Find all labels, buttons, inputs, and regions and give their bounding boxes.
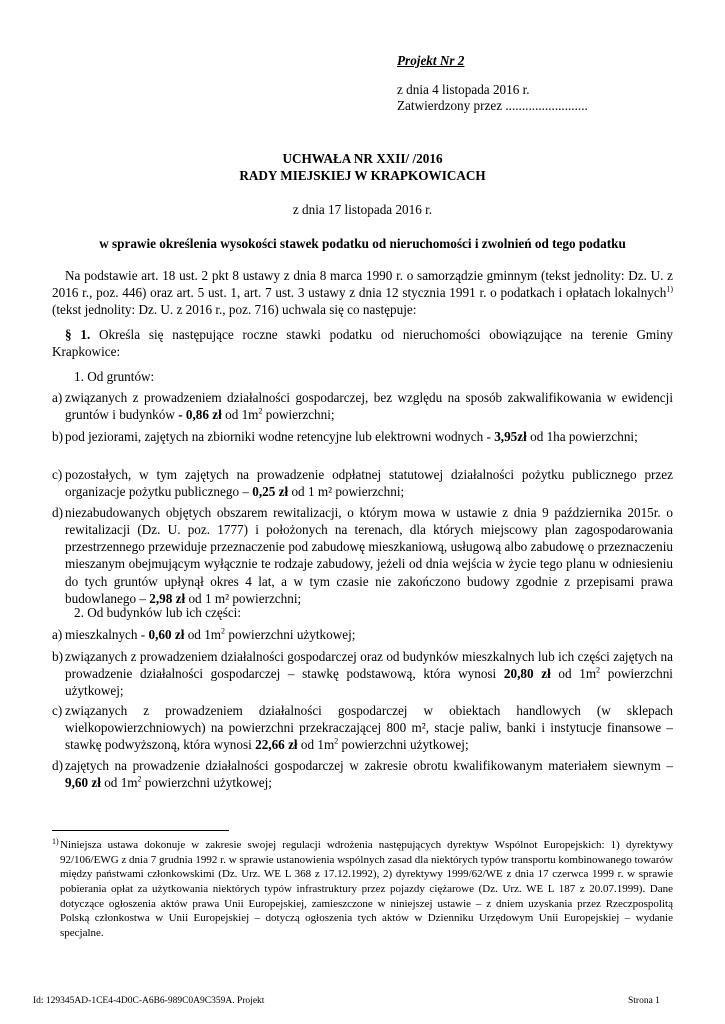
document-id: Id: 129345AD-1CE4-4D0C-A6B6-989C0A9C359A. Projekt [33, 996, 265, 1006]
resolution-subject: w sprawie określenia wysokości stawek podatku od nieruchomości i zwolnień od tego podatku [99, 236, 626, 251]
resolution-number: UCHWAŁA NR XXII/ /2016 [282, 151, 443, 166]
header-approved: Zatwierdzony przez ......................... [397, 98, 588, 113]
grunty-heading: 1. Od gruntów: [74, 369, 155, 384]
budynki-item-d: d) zajętych na prowadzenie działalności gospodarczej w zakresie obrotu kwalifikowanym materiałem siewnym – 9,60 zł od $1m^2$ powierzchni użytkowej; [52, 758, 673, 791]
footnote-ref: 1) [666, 284, 673, 294]
footnote: 1) Niniejsza ustawa dokonuje w zakresie swojej regulacji wdrożenia następujących dyrektyw Wspólnot Europejskich: 1) dyrektywy 92/106/EWG z dnia 7 grudnia 1992 r. w sprawie ustanowienia wspólnych zasad dla niektórych typów transportu kombinowanego towarów między państwami członkowskimi (Dz. Urz. WE L 368 z 17.12.1992), 2) dyrektywy 1999/62/WE z dnia 17 czerwca 1999 r. w sprawie pobierania opłat za użytkowania niektórych typów infrastruktury przez pojazdy ciężarowe (Dz. Urz. WE L 187 z 20.07.1999). Dane dotyczące ogłoszenia aktów prawa Unii Europejskiej, zamieszczone w niniejszej ustawie – z dniem uzyskania przez Rzeczpospolitą Polską członkostwa w Unii Europejskiej – dotyczą ogłoszenia tych aktów w Dzienniku Urzędowym Unii Europejskiej – wydanie specjalne. [52, 837, 673, 939]
grunty-item-a: a) związanych z prowadzeniem działalności gospodarczej, bez względu na sposób zakwalifikowania w ewidencji gruntów i budynków - 0,86 zł od $1m^2$ powierzchni; [52, 390, 673, 423]
budynki-item-b: b) związanych z prowadzeniem działalności gospodarczej oraz od budynków mieszkalnych lub ich części zajętych na prowadzenie działalności gospodarczej – stawkę podstawową, która wynosi 20,80 zł od $1m^2$ powierzchni użytkowej; [52, 649, 673, 699]
resolution-date: z dnia 17 listopada 2016 r. [292, 202, 433, 217]
project-number [397, 52, 464, 69]
section-1: § 1. Określa się następujące roczne stawki podatku od nieruchomości obowiązujące na terenie Gminy Krapkowice: [52, 327, 674, 360]
footnote-text: Niniejsza ustawa dokonuje w zakresie swojej regulacji wdrożenia następujących dyrektyw Wspólnot Europejskich: 1) dyrektywy 92/106/EWG z dnia 7 grudnia 1992 r. w sprawie ustanowienia wspólnych zasad dla niektórych typów transportu kombinowanego towarów między państwami członkowskimi (Dz. Urz. WE L 368 z 17.12.1992), 2) dyrektywy 1999/62/WE z dnia 17 czerwca 1999 r. w sprawie pobierania opłat za użytkowania niektórych typów infrastruktury przez pojazdy ciężarowe (Dz. Urz. WE L 187 z 20.07.1999). Dane dotyczące ogłoszenia aktów prawa Unii Europejskiej, zamieszczone w niniejszej ustawie – z dniem uzyskania przez Rzeczpospolitą Polską członkostwa w Unii Europejskiej – dotyczą ogłoszenia tych aktów w Dzienniku Urzędowym Unii Europejskiej – wydanie specjalne. [60, 839, 673, 939]
budynki-item-a: a) mieszkalnych - 0,60 zł od $1m^2$ powierzchni użytkowej; [52, 626, 356, 642]
grunty-item-c: c) pozostałych, w tym zajętych na prowadzenie odpłatnej statutowej działalności pożytku publicznego przez organizacje pożytku publicznego – 0,25 zł od 1 m² powierzchni; [52, 467, 673, 500]
budynki-item-c: c) związanych z prowadzeniem działalności gospodarczej w obiektach handlowych (w sklepach wielkopowierzchniowych) na powierzchni przekraczającej 800 m², stacje paliw, banki i instytucje finansowe – stawkę podwyższoną, która wynosi 22,66 zł od $1m^2$ powierzchni użytkowej; [52, 703, 673, 753]
project-label: Projekt Nr 2 [397, 53, 465, 68]
council-name: RADY MIEJSKIEJ W KRAPKOWICACH [239, 168, 486, 183]
header-date: z dnia 4 listopada 2016 r. [397, 82, 530, 97]
intro-paragraph: Na podstawie art. 18 ust. 2 pkt 8 ustawy z dnia 8 marca 1990 r. o samorządzie gminnym (tekst jednolity: Dz. U. z 2016 r., poz. 446) oraz art. 5 ust. 1, art. 7 ust. 3 ustawy z dnia 12 stycznia 1991 r. o podatkach i opłatach lokalnych$^{1)}$ (tekst jednolity: Dz. U. z 2016 r., poz. 716) uchwala się co następuje: [52, 268, 673, 318]
section-mark: § 1. [65, 327, 91, 342]
grunty-item-b: b) pod jeziorami, zajętych na zbiorniki wodne retencyjne lub elektrowni wodnych - 3,95zł od 1ha powierzchni; [52, 429, 638, 444]
page-number: Strona 1 [628, 996, 660, 1006]
footnote-separator [52, 830, 229, 831]
budynki-heading: 2. Od budynków lub ich części: [74, 605, 242, 620]
grunty-item-d: d) niezabudowanych objętych obszarem rewitalizacji, o którym mowa w ustawie z dnia 9 października 2015r. o rewitalizacji (Dz. U. poz. 1777) i położonych na terenach, dla których miejscowy plan zagospodarowania przestrzennego przewiduje przeznaczenie pod zabudowę mieszkaniową, usługową albo zabudowę o przeznaczeniu mieszanym obejmującym wyłącznie te rodzaje zabudowy, jeżeli od dnia wejścia w życie tego planu w odniesieniu do tych gruntów upłynął okres 4 lat, a w tym czasie nie zakończono budowy zgodnie z przepisami prawa budowlanego – 2,98 zł od 1 m² powierzchni; [52, 505, 673, 606]
